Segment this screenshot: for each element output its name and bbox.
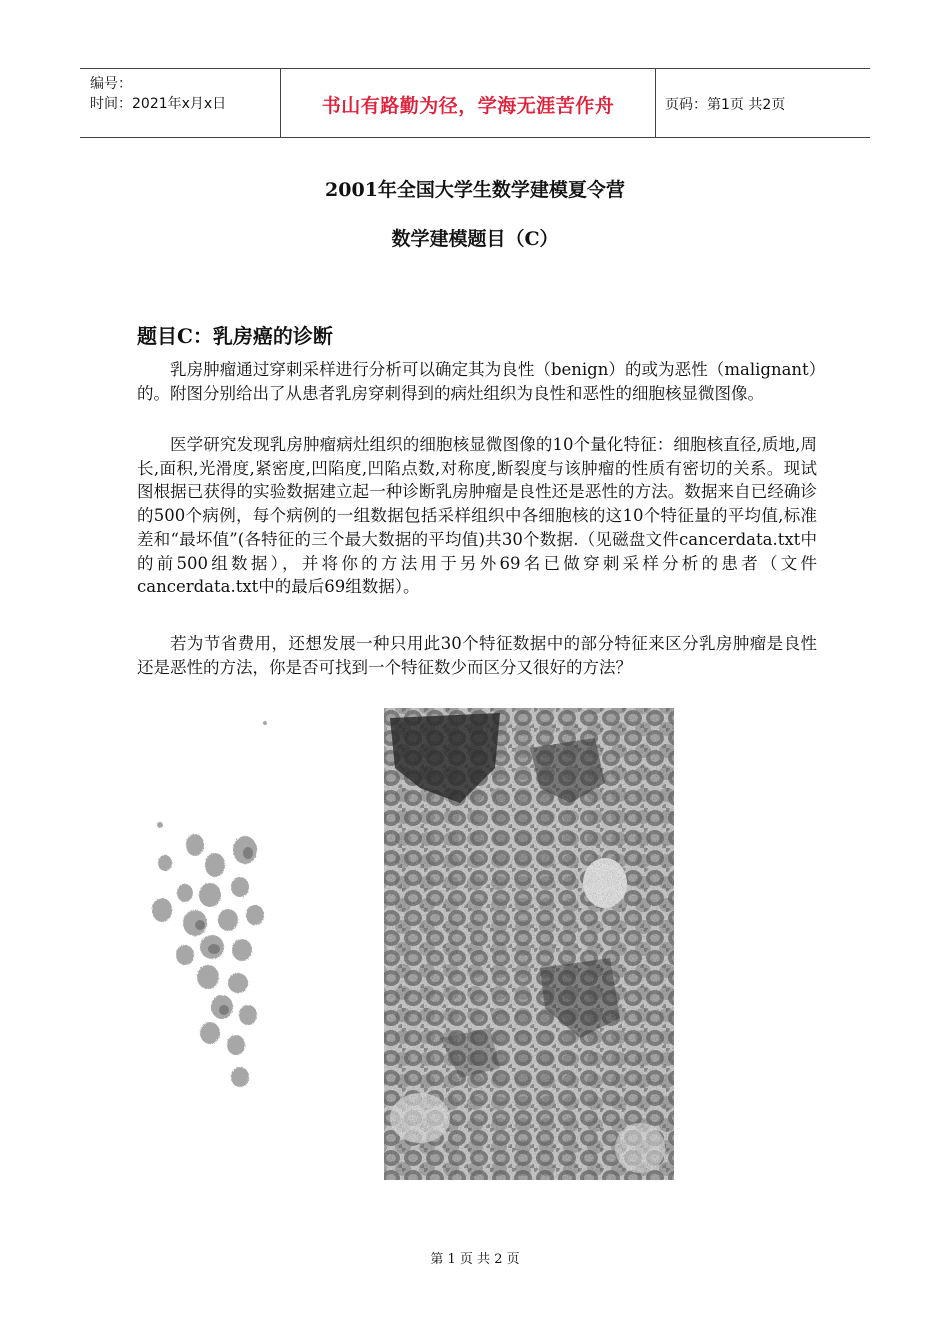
sub-title: 数学建模题目（C） [391,228,559,250]
header-page-info: 页码：第1页 共2页 [665,97,786,113]
page-footer: 第 1 页 共 2 页 [430,1252,520,1267]
header-right-cell [655,69,870,137]
main-title: 2001年全国大学生数学建模夏令营 [325,179,625,201]
document-header [80,68,870,138]
paragraph-3: 若为节省费用，还想发展一种只用此30个特征数据中的部分特征来区分乳房肿瘤是良性还是恶性的方法，你是否可找到一个特征数少而区分又很好的方法？ [137,634,817,677]
malignant-cell-nuclei-image [380,708,676,1180]
header-motto-cell [280,69,656,137]
paragraph-2: 医学研究发现乳房肿瘤病灶组织的细胞核显微图像的10个量化特征：细胞核直径,质地,周长,面积,光滑度,紧密度,凹陷度,凹陷点数,对称度,断裂度与该肿瘤的性质有密切的关系。现试图根据已获得的实验数据建立起一种诊断乳房肿瘤是良性还是恶性的方法。数据来自已经确诊的500个病例，每个病例的一组数据包括采样组织中各细胞核的这10个特征量的平均值,标准差和“最坏值”(各特征的三个最大数据的平均值)共30个数据.（见磁盘文件cancerdata.txt中的前500组数据），并将你的方法用于另外69名已做穿刺采样分析的患者（文件cancerdata.txt中的最后69组数据）。 [137,435,817,597]
time-label: 时间：2021年x月x日 [90,96,227,112]
benign-cell-nuclei-image [140,715,290,1105]
paragraph-1: 乳房肿瘤通过穿刺采样进行分析可以确定其为良性（benign）的或为恶性（malignant）的。附图分别给出了从患者乳房穿刺得到的病灶组织为良性和恶性的细胞核显微图像。 [137,360,817,403]
header-motto: 书山有路勤为径，学海无涯苦作舟 [321,95,615,117]
header-left-cell [80,69,280,137]
section-heading: 题目C：乳房癌的诊断 [137,324,333,348]
number-label: 编号： [90,76,132,92]
